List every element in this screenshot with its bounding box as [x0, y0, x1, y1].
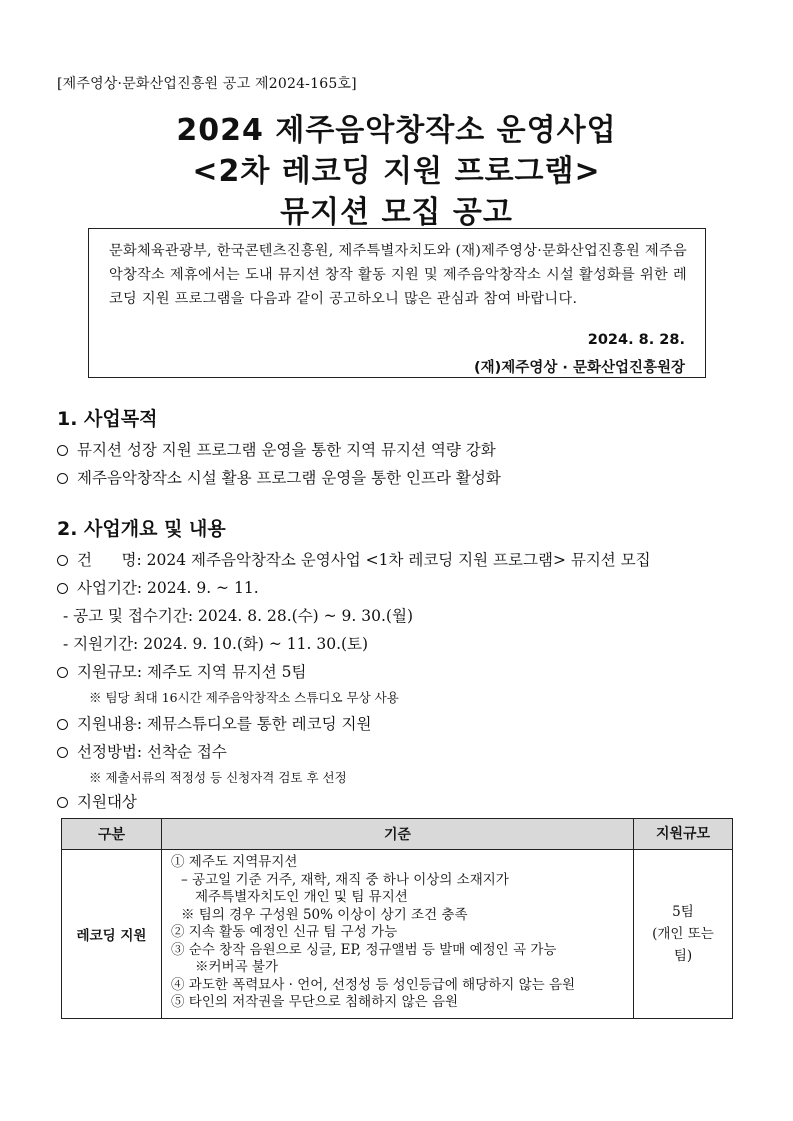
- page-subtitle: <2차 레코딩 지원 프로그램>: [192, 154, 601, 189]
- circle-bullet-icon: [57, 747, 68, 758]
- support-scale-note: ※ 팀당 최대 16시간 제주음악창작소 스튜디오 무상 사용: [89, 690, 399, 705]
- section-1-item: 뮤지션 성장 지원 프로그램 운영을 통한 지역 뮤지션 역량 강화: [57, 438, 496, 460]
- section-2-title: 2. 사업개요 및 내용: [57, 518, 226, 540]
- circle-bullet-icon: [57, 797, 68, 808]
- criteria-line: 제주특별자치도인 개인 및 팀 뮤지션: [195, 889, 408, 905]
- circle-bullet-icon: [57, 667, 68, 678]
- project-name: 건 명: 2024 제주음악창작소 운영사업 <1차 레코딩 지원 프로그램> 뮤지션 모집: [57, 548, 651, 570]
- page-title: 2024 제주음악창작소 운영사업: [176, 113, 617, 148]
- criteria-line: ※커버곡 불가: [195, 959, 278, 975]
- table-header-category: 구분: [62, 819, 162, 850]
- support-target-table: [61, 818, 733, 1019]
- support-content: 지원내용: 제뮤스튜디오를 통한 레코딩 지원: [57, 712, 371, 734]
- circle-bullet-icon: [57, 719, 68, 730]
- circle-bullet-icon: [57, 555, 68, 566]
- criteria-line: – 공고일 기준 거주, 재학, 재직 중 하나 이상의 소재지가: [181, 871, 509, 888]
- criteria-line: ⑤ 타인의 저작권을 무단으로 침해하지 않은 음원: [171, 994, 459, 1010]
- criteria-line: ③ 순수 창작 음원으로 싱글, EP, 정규앨범 등 발매 예정인 곡 가능: [171, 941, 557, 958]
- intro-text: 문화체육관광부, 한국콘텐츠진흥원, 제주특별자치도와 (재)제주영상·문화산업진흥원 제주음악창작소 제휴에서는 도내 뮤지션 창작 활동 지원 및 제주음악창작소 시설 활성화를 위한 레코딩 지원 프로그램을 다음과 같이 공고하오니 많은 관심과 참여 바랍니다.: [109, 243, 687, 307]
- criteria-line: ② 지속 활동 예정인 신규 팀 구성 가능: [171, 924, 398, 940]
- table-header-criteria: 기준: [162, 819, 634, 850]
- section-1-item: 제주음악창작소 시설 활용 프로그램 운영을 통한 인프라 활성화: [57, 466, 501, 488]
- table-header-row: [62, 819, 733, 850]
- intro-organization: (재)제주영상 · 문화산업진흥원장: [474, 360, 685, 376]
- criteria-line: ※ 팀의 경우 구성원 50% 이상이 상기 조건 충족: [181, 906, 468, 923]
- section-1-title: 1. 사업목적: [57, 408, 158, 430]
- table-cell-category: 레코딩 지원: [62, 850, 162, 1019]
- selection-note: ※ 제출서류의 적정성 등 신청자격 검토 후 선정: [89, 770, 347, 785]
- project-period: 사업기간: 2024. 9. ~ 11.: [57, 576, 259, 598]
- criteria-line: ① 제주도 지역뮤지션: [171, 854, 298, 870]
- circle-bullet-icon: [57, 473, 68, 484]
- application-period: - 공고 및 접수기간: 2024. 8. 28.(수) ~ 9. 30.(월): [63, 607, 413, 625]
- support-period: - 지원기간: 2024. 9. 10.(화) ~ 11. 30.(토): [63, 635, 369, 653]
- table-cell-scale: 5팀 (개인 또는 팀): [634, 850, 733, 1019]
- intro-box: [88, 228, 706, 378]
- notice-number: [제주영상·문화산업진흥원 공고 제2024-165호]: [57, 76, 357, 92]
- circle-bullet-icon: [57, 445, 68, 456]
- page-heading: 뮤지션 모집 공고: [280, 195, 513, 230]
- table-header-scale: 지원규모: [634, 819, 733, 850]
- criteria-line: ④ 과도한 폭력묘사 · 언어, 선정성 등 성인등급에 해당하지 않는 음원: [171, 976, 576, 993]
- table-row: [62, 850, 733, 1019]
- support-scale: 지원규모: 제주도 지역 뮤지션 5팀: [57, 660, 306, 682]
- circle-bullet-icon: [57, 583, 68, 594]
- support-target: 지원대상: [57, 790, 137, 812]
- selection-method: 선정방법: 선착순 접수: [57, 740, 227, 762]
- table-cell-criteria: [162, 850, 634, 1019]
- intro-date: 2024. 8. 28.: [587, 332, 685, 348]
